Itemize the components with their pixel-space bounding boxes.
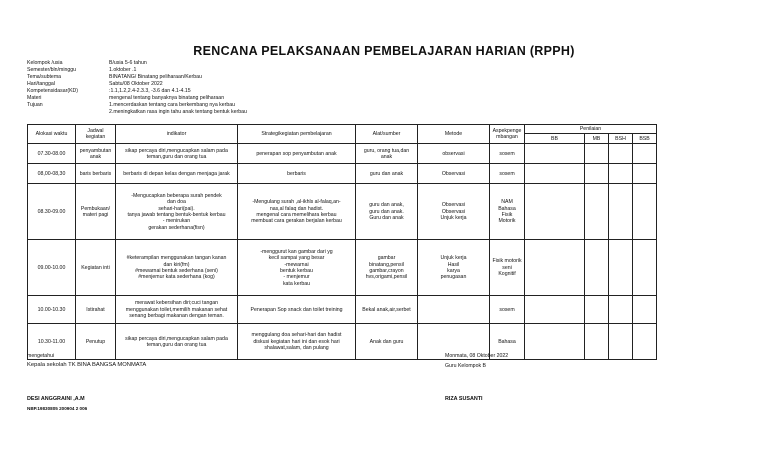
- cell-tools-line: gambar: [377, 255, 396, 262]
- cell-aspect: sosem: [490, 296, 525, 324]
- cell-tools: Anak dan guru: [356, 324, 418, 360]
- info-value: 1.oktober .1: [109, 67, 137, 73]
- cell-strategy-line: kata kerbau: [282, 280, 311, 287]
- table-row: [28, 240, 752, 296]
- score-bsh: [609, 240, 633, 296]
- info-row: [27, 102, 247, 109]
- cell-method: observasi: [418, 144, 490, 164]
- table-row: [28, 144, 752, 164]
- cell-tools: Bekal anak,air,serbet: [356, 296, 418, 324]
- header-metode: Metode: [418, 125, 490, 144]
- header-penilaian: Penilaian: [525, 125, 657, 134]
- cell-tools-line: gambar,crayon: [369, 267, 404, 274]
- info-row: [27, 67, 247, 74]
- info-label: [27, 109, 109, 116]
- cell-aspect-line: seni: [502, 264, 512, 271]
- score-bsb: [633, 324, 657, 360]
- info-label: Kelompok /usia: [27, 60, 63, 66]
- cell-strategy: [238, 324, 356, 360]
- cell-aspect-line: Fisik motorik: [492, 258, 522, 265]
- score-bb: [525, 164, 585, 184]
- cell-aspect-line: Bahasa: [498, 205, 516, 212]
- cell-indicator-line: -Mengucapkan beberapa surah pendek: [131, 192, 222, 199]
- kepala-name: DESI ANGGRAINI ,A.M: [27, 396, 85, 402]
- cell-strategy-line: -mewarnai: [284, 261, 309, 268]
- info-row: [27, 88, 247, 95]
- info-label: Materi: [27, 95, 42, 101]
- cell-indicator: [116, 296, 238, 324]
- cell-strategy: [238, 184, 356, 240]
- cell-aspect: sosem: [490, 164, 525, 184]
- cell-tools: [356, 240, 418, 296]
- cell-method: [418, 296, 490, 324]
- cell-strategy-line: bentuk kerbau: [280, 267, 313, 274]
- guru-name: RIZA SUSANTI: [445, 396, 483, 402]
- cell-tools-line: hvs,origami,pensil: [365, 274, 408, 281]
- score-bsb: [633, 184, 657, 240]
- kepala-sekolah-label: Kepala sekolah TK BINA BANGSA MONMATA: [27, 362, 147, 368]
- cell-method-line: Observasi: [441, 202, 466, 209]
- cell-aspect-line: Kognitif: [498, 271, 516, 278]
- cell-strategy-line: membuat cara gerakan berjalan kerbau: [251, 218, 342, 225]
- cell-tools-line: binatang,pensil: [369, 261, 404, 268]
- info-row: [27, 81, 247, 88]
- cell-aspect-line: Fisik: [501, 211, 513, 218]
- info-value: B/usia 5-6 tahun: [109, 60, 147, 66]
- score-bsb: [633, 240, 657, 296]
- score-bb: [525, 240, 585, 296]
- info-row: [27, 109, 247, 116]
- cell-time: 10.30-11.00: [28, 324, 76, 360]
- cell-strategy-line: -menggurut kan gambar dari yg: [260, 248, 333, 255]
- cell-time: 09.00-10.00: [28, 240, 76, 296]
- guru-label: Guru Kelompok B: [445, 363, 486, 369]
- info-value: 1.mencerdaskan tentang cara berkembang nya kerbau: [109, 102, 236, 108]
- kepala-nbp: NBP.19830805 200904 2 006: [27, 406, 88, 411]
- cell-indicator-line: menggunakan toilet,memilih makanan sehat: [125, 306, 228, 313]
- cell-strategy: berbaris: [238, 164, 356, 184]
- cell-strategy-line: shalawat,salam, dan pulang: [264, 345, 329, 352]
- cell-indicator-line: dan doa: [167, 199, 186, 206]
- header-alokasi: Alokasi waktu: [28, 125, 76, 144]
- cell-tools: guru dan anak: [356, 164, 418, 184]
- cell-aspect-line: NAM: [501, 199, 513, 206]
- cell-method-line: Unjuk kerja: [440, 215, 467, 222]
- table-row: [28, 184, 752, 240]
- header-aspek: Aspekpenge mbangan: [490, 125, 525, 144]
- cell-time: 07.30-08.00: [28, 144, 76, 164]
- score-mb: [585, 240, 609, 296]
- cell-indicator-line: #mewarnai bentuk sederhana (seni): [135, 267, 218, 274]
- cell-indicator: berbaris di depan kelas dengan menjaga jarak: [116, 164, 238, 184]
- score-bb: [525, 296, 585, 324]
- cell-activity: Penutup: [76, 324, 116, 360]
- cell-method-line: karya: [447, 267, 460, 274]
- cell-tools-line: Guru dan anak: [369, 215, 404, 222]
- score-bsh: [609, 324, 633, 360]
- rpph-table: [27, 124, 752, 360]
- mengetahui-label: mengetahui: [27, 353, 55, 359]
- info-value: :1.1,1.2,2.4-2.3.3, -3.6 dan 4.1-4.15: [109, 88, 191, 94]
- cell-strategy: [238, 240, 356, 296]
- cell-strategy-line: - menjemur: [283, 274, 310, 281]
- cell-strategy-line: nas,al falaq dan hadist.: [269, 205, 324, 212]
- score-bsb: [633, 164, 657, 184]
- cell-tools: [356, 184, 418, 240]
- cell-indicator: sikap percaya diri,mengucapkan salam pada teman,guru dan orang tua: [116, 324, 238, 360]
- cell-indicator-line: - menirukan: [162, 218, 191, 225]
- header-bb: BB: [525, 134, 585, 144]
- cell-method-line: Observasi: [441, 208, 466, 215]
- header-alat: Alat/sumber: [356, 125, 418, 144]
- info-block: [27, 60, 247, 116]
- info-value: BINATANG/ Binatang peliharaan/Kerbau: [109, 74, 202, 80]
- header-bsb: BSB: [633, 134, 657, 144]
- place-date: Monmata, 08 Oktober 2022: [445, 353, 509, 359]
- cell-activity: baris berbaris: [76, 164, 116, 184]
- cell-strategy: penerapan sop penyambutan anak: [238, 144, 356, 164]
- info-value: 2.meningkatkan rasa ingin tahu anak tentang bentuk kerbau: [109, 109, 247, 115]
- info-row: [27, 74, 247, 81]
- cell-time: 08.30-09.00: [28, 184, 76, 240]
- info-label: Tujuan: [27, 102, 43, 108]
- cell-strategy-line: diskusi kegiatan hari ini dan esok hari: [253, 338, 340, 345]
- info-row: [27, 95, 247, 102]
- cell-indicator-line: #keterampilan menggunakan tangan kanan: [126, 255, 227, 262]
- score-bb: [525, 184, 585, 240]
- info-label: Kompetensidasar(KD): [27, 88, 79, 94]
- header-mb: MB: [585, 134, 609, 144]
- cell-strategy: Penerapan Sop snack dan toilet treining: [238, 296, 356, 324]
- header-strategi: Strategikegiatan pembelajaran: [238, 125, 356, 144]
- cell-aspect: Bahasa: [490, 324, 525, 360]
- score-bsh: [609, 164, 633, 184]
- cell-aspect: [490, 184, 525, 240]
- score-bsb: [633, 144, 657, 164]
- info-label: Tema/subtema: [27, 74, 62, 80]
- score-bsh: [609, 144, 633, 164]
- cell-activity: Istirahat: [76, 296, 116, 324]
- info-row: [27, 60, 247, 67]
- table-row: [28, 296, 752, 324]
- score-bsh: [609, 296, 633, 324]
- info-value: mengenal tentang banyaknya binatang peliharaan: [109, 95, 225, 101]
- cell-method-line: Hasil: [447, 261, 460, 268]
- cell-indicator-line: tanya jawab tentang bentuk-bentuk kerbau: [127, 211, 226, 218]
- info-label: Hari/tanggal: [27, 81, 55, 87]
- score-bsb: [633, 296, 657, 324]
- cell-tools-line: guru dan anak.: [369, 208, 404, 215]
- cell-strategy-line: menggulang doa sehari-hari dan hadist: [251, 332, 342, 339]
- cell-activity: Kegiatan inti: [76, 240, 116, 296]
- cell-strategy-line: mengenal cara memelihara kerbau: [256, 211, 337, 218]
- score-mb: [585, 144, 609, 164]
- cell-time: 10.00-10.30: [28, 296, 76, 324]
- cell-time: 08,00-08,30: [28, 164, 76, 184]
- score-bb: [525, 144, 585, 164]
- cell-method: [418, 240, 490, 296]
- info-value: Sabtu/08 Oktober 2022: [109, 81, 163, 87]
- score-mb: [585, 184, 609, 240]
- cell-method-line: penugasan: [440, 274, 467, 281]
- cell-tools-line: guru dan anak,: [369, 202, 404, 209]
- cell-indicator-line: senang berbagi makanan dengan teman.: [129, 313, 224, 320]
- cell-indicator: [116, 240, 238, 296]
- header-indikator: indikator: [116, 125, 238, 144]
- score-bb: [525, 324, 585, 360]
- cell-indicator: [116, 184, 238, 240]
- cell-indicator-line: #menjemur kata sederhana (kog): [138, 274, 215, 281]
- cell-method: Observasi: [418, 164, 490, 184]
- table-row: [28, 324, 752, 360]
- score-bsh: [609, 184, 633, 240]
- cell-indicator-line: sehari-hari(pai).: [158, 205, 195, 212]
- cell-indicator-line: gerakan sederhana(fisn): [148, 224, 205, 231]
- cell-aspect: [490, 240, 525, 296]
- score-mb: [585, 324, 609, 360]
- cell-method: [418, 184, 490, 240]
- cell-activity: penyambutan anak: [76, 144, 116, 164]
- cell-tools: guru, orang tua,dan anak: [356, 144, 418, 164]
- cell-aspect: sosem: [490, 144, 525, 164]
- cell-aspect-line: Motorik: [498, 218, 516, 225]
- cell-strategy-line: -Mengulang surah ,al-ikhls al-falaq,an-: [252, 199, 341, 206]
- table-row: [28, 164, 752, 184]
- cell-method-line: Unjuk kerja: [440, 255, 467, 262]
- cell-indicator: sikap percaya diri,mengucapkan salam pada teman,guru dan orang tua: [116, 144, 238, 164]
- header-jadwal: Jadwal kegiatan: [76, 125, 116, 144]
- cell-strategy-line: kecil sampai yang besar: [268, 255, 325, 262]
- cell-activity: Pembukaan/ materi pagi: [76, 184, 116, 240]
- info-label: Semester/bln/minggu: [27, 67, 77, 73]
- score-mb: [585, 164, 609, 184]
- header-bsh: BSH: [609, 134, 633, 144]
- cell-indicator-line: dan kiri(fm): [163, 261, 190, 268]
- cell-indicator-line: merawat kebersihan diri;cuci tangan: [134, 300, 219, 307]
- page-title: RENCANA PELAKSANAAN PEMBELAJARAN HARIAN (RPPH): [193, 44, 575, 58]
- score-mb: [585, 296, 609, 324]
